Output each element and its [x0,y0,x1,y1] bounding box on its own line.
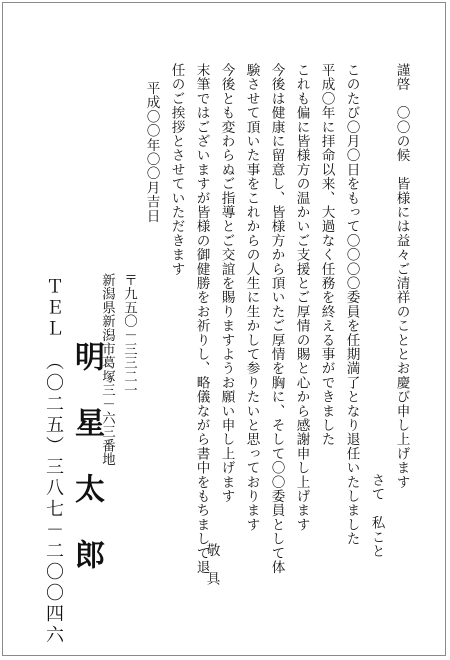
letter-line-2: さて 私こと [368,473,385,559]
letter-line-10: 任のご挨拶とさせていただきます [168,63,185,276]
closing-keigu: 敬 具 [203,543,220,586]
sender-address: 新潟県新潟市葛塚三－六三番地 [99,273,115,467]
letter-line-4: 平成〇年に拝命以来、大過なく任務を終える事ができました [318,63,335,447]
letter-line-7: 験させて頂いた事をこれからの人生に生かして参りたいと思っております [243,63,260,532]
letter-line-5: これも偏に皆様方の温かいご支援とご厚情の賜と心から感謝申し上げます [293,63,310,532]
letter-line-9: 末筆ではございますが皆様の御健勝をお祈りし、略儀ながら書中をもちまして退 [193,63,210,575]
letter-line-3: このたび〇月〇日をもって〇〇〇〇委員を任期満了となり退任いたしました [343,63,360,546]
letter-line-8: 今後とも変わらぬご指導とご交誼を賜りますようお願い申し上げます [218,63,235,504]
sender-tel: ＴＥＬ （〇二五）三八七－二〇〇四六 [43,277,64,646]
greeting-card [2,2,446,656]
sender-postal-code: 〒九五〇－三三二一 [121,273,137,398]
sender-name: 明星太郎 [69,341,104,605]
letter-date: 平成〇〇年〇〇月吉日 [143,81,160,223]
letter-line-opening: 謹啓 〇〇の候 皆様には益々ご清祥のこととお慶び申し上げます [393,63,410,489]
letter-line-6: 今後は健康に留意し、皆様方から頂いたご厚情を胸に、そして〇〇委員として体 [268,63,285,575]
